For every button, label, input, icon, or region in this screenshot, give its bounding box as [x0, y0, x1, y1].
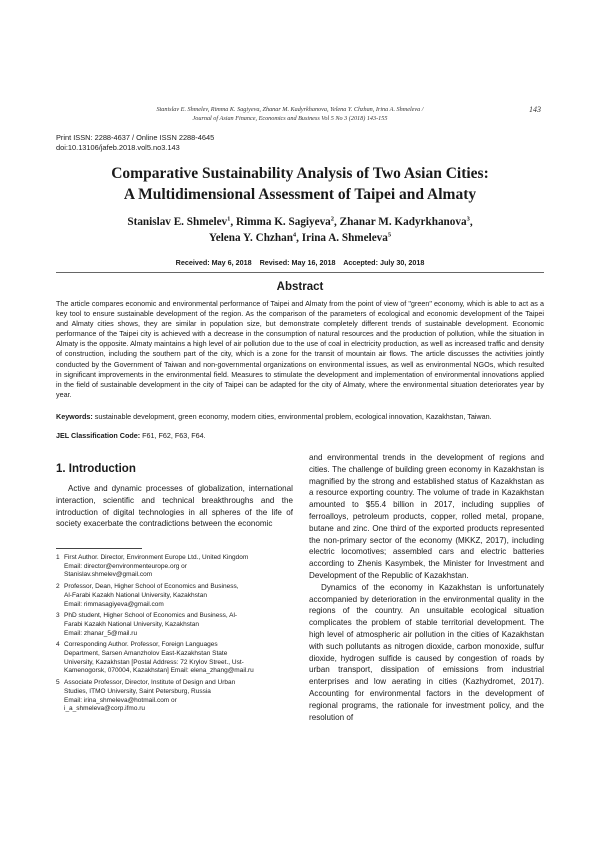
footnote-line: Department, Sarsen Amanzholov East-Kazakhstan State [64, 650, 228, 658]
author-line-2: Yelena Y. Chzhan$^4$, Irina A. Shmeleva$^5$ [208, 230, 392, 244]
divider [56, 272, 544, 273]
author-name: Zhanar M. Kadyrkhanova [339, 216, 467, 228]
footnote-line: First Author. Director, Environment Europe Ltd., United Kingdom [64, 554, 249, 561]
intro-paragraph: Dynamics of the economy in Kazakhstan is unfortunately accompanied by deterioration in the environmental quality in the regions of the country. An unsuitable ecological situation complicates the problem of stable territorial development. The high level of atmospheric air pollution in the cities of Kazakhstan with such pollutants as nitrogen dioxide, carbon monoxide, sulfur dioxide, hydrogen sulfide is caused by congestion of roads by urban transport, dissipation of emissions from industrial enterprises and low aerating in cities (Kazhydromet, 2017). Accounting for environmental factors in the development of regional programs, the rationale for investment policy, and the resolution of [309, 582, 544, 722]
author-line-1: Stanislav E. Shmelev$^1$, Rimma K. Sagiyeva$^2$, Zhanar M. Kadyrkhanova$^3$, [127, 215, 473, 228]
submission-dates: Received: May 6, 2018 Revised: May 16, 2018 Accepted: July 30, 2018 [175, 258, 425, 267]
footnote-number: 5 [56, 679, 60, 687]
footnote-line: Stanislav.shmelev@gmail.com [64, 571, 153, 579]
footnote-line: Corresponding Author. Professor, Foreign Languages [64, 641, 218, 649]
jel-codes [56, 431, 544, 441]
author-affiliation-mark: 1 [227, 215, 231, 223]
jel-label: JEL Classification Code: [56, 431, 141, 440]
footnote-line: Al-Farabi Kazakh National University, Kazakhstan [64, 591, 207, 599]
author-name: Stanislav E. Shmelev [127, 216, 228, 228]
abstract-heading: Abstract [276, 281, 324, 293]
title-line-1: Comparative Sustainability Analysis of Two Asian Cities: [111, 165, 489, 182]
page-number: 143 [529, 105, 541, 114]
issn-line: Print ISSN: 2288-4637 / Online ISSN 2288-4645 [56, 133, 215, 142]
author-affiliation-mark: 5 [387, 230, 392, 238]
issn-block [56, 133, 214, 153]
footnote-line: Email: rimmasagiyeva@gmail.com [64, 600, 164, 608]
footnote-line: i_a_shmeleva@corp.ifmo.ru [64, 705, 146, 713]
keywords-label: Keywords: [56, 412, 93, 421]
author-name: Irina A. Shmeleva [301, 231, 388, 244]
footnote [56, 583, 296, 609]
footnote-number: 3 [56, 612, 60, 620]
running-header-authors: Stanislav E. Shmelev, Rimma K. Sagiyeva, Zhanar M. Kadyrkhanova, Yelena Y. Chzhan, Irina A. Shmeleva / [156, 106, 424, 113]
author-affiliation-mark: 3 [466, 215, 470, 223]
footnote-divider [56, 548, 142, 549]
jel-text: F61, F62, F63, F64. [140, 431, 206, 440]
author-name: Rimma K. Sagiyeva [236, 216, 331, 228]
keywords-text: sustainable development, green economy, modern cities, environmental problem, ecological innovation, Kazakhstan, Taiwan. [92, 412, 492, 421]
section-heading-introduction: 1. Introduction [56, 463, 136, 475]
article-title [56, 163, 544, 205]
keywords [56, 412, 544, 422]
running-header [100, 105, 480, 123]
doi-line: doi:10.13106/jafeb.2018.vol5.no3.143 [56, 143, 180, 152]
footnote-line: PhD student, Higher School of Economics and Business, Al- [64, 612, 238, 620]
author-affiliation-mark: 4 [292, 230, 297, 238]
intro-paragraph: Active and dynamic processes of globalization, international interaction, scientific and technical breakthroughs and the introduction of digital technologies in all spheres of the life of society exacerbate the contradictions between the economic [56, 484, 293, 529]
intro-left-column [56, 483, 293, 530]
footnote-number: 1 [56, 554, 60, 561]
footnote-line: Kamenogorsk, 070004, Kazakhstan] Email: elena_zhang@mail.ru [64, 667, 254, 675]
author-affiliation-mark: 2 [330, 215, 335, 223]
footnote-line: Email: irina_shmeleva@hotmail.com or [64, 696, 177, 704]
footnote-line: Farabi Kazakh National University, Kazakhstan [64, 620, 199, 628]
footnotes [56, 554, 296, 717]
running-header-journal: Journal of Asian Finance, Economics and Business Vol 5 No 3 (2018) 143-155 [192, 115, 388, 122]
intro-right-column [309, 452, 544, 723]
title-line-2: A Multidimensional Assessment of Taipei and Almaty [123, 186, 477, 203]
abstract-text: The article compares economic and environmental performance of Taipei and Almaty from the point of view of "green" economy, which is able to act as a key tool to ensure sustainable development of the region. As the comparison of the parameters of ecological and economic development of the Taipei and Almaty cities shows, they are similar in population size, but demonstrate completely different trends of sustainable development. Economic performance of the Taipei city is achieved with a decrease in the consumption of natural resources and the production of pollution, while the situation in Almaty is the opposite. Almaty maintains a high level of air pollution due to the use of coal in electricity production, as well as increased traffic and density of construction, including the southern part of the city, which is a zone for the transit of mountain air flows. The article discusses the activities jointly conducted by the Government of Taiwan and non-governmental organizations on environmental issues, as well as environmental NGOs, which resulted in significant improvements in the environmental field. Measures to stimulate the development and implementation of environmental innovations applied in the field of sustainable development in the city of Taipei can be adapted for the city of Almaty, where the environmental situation deteriorates year by year. [56, 299, 544, 399]
footnote-line: Email: director@environmenteurope.org or [64, 562, 187, 570]
footnote-line: Professor, Dean, Higher School of Economics and Business, [64, 583, 239, 591]
footnote-line: Email: zhanar_5@mail.ru [64, 629, 138, 637]
footnote-number: 2 [56, 583, 60, 591]
footnote [56, 641, 296, 676]
footnote [56, 679, 296, 714]
footnote-line: Associate Professor, Director, Institute of Design and Urban [64, 679, 236, 687]
footnote-line: Studies, ITMO University, Saint Petersburg, Russia [64, 687, 211, 695]
footnote-number: 4 [56, 641, 60, 649]
author-name: Yelena Y. Chzhan [208, 231, 293, 244]
intro-paragraph: and environmental trends in the development of regions and cities. The challenge of building green economy in Kazakhstan is magnified by the strong and established status of Kazakhstan as a resource exporting country. The volume of trade in Kazakhstan amounted to $55.4 billion in 2017, including supplies of ferroalloys, petroleum products, copper, rolled metal, propane, butane and zinc. One third of the exported products represented the non-primary sector of the economy (MKKZ, 2017), including electric locomotives; assembled cars and electric batteries according to Zhenis Kasymbek, the Minister for Investment and Development of the Republic of Kazakhstan. [309, 453, 544, 580]
footnote [56, 612, 296, 638]
footnote [56, 554, 296, 580]
footnote-line: University, Kazakhstan [Postal Address: 72 Krylov Street., Ust- [64, 658, 244, 666]
author-list [56, 215, 544, 246]
